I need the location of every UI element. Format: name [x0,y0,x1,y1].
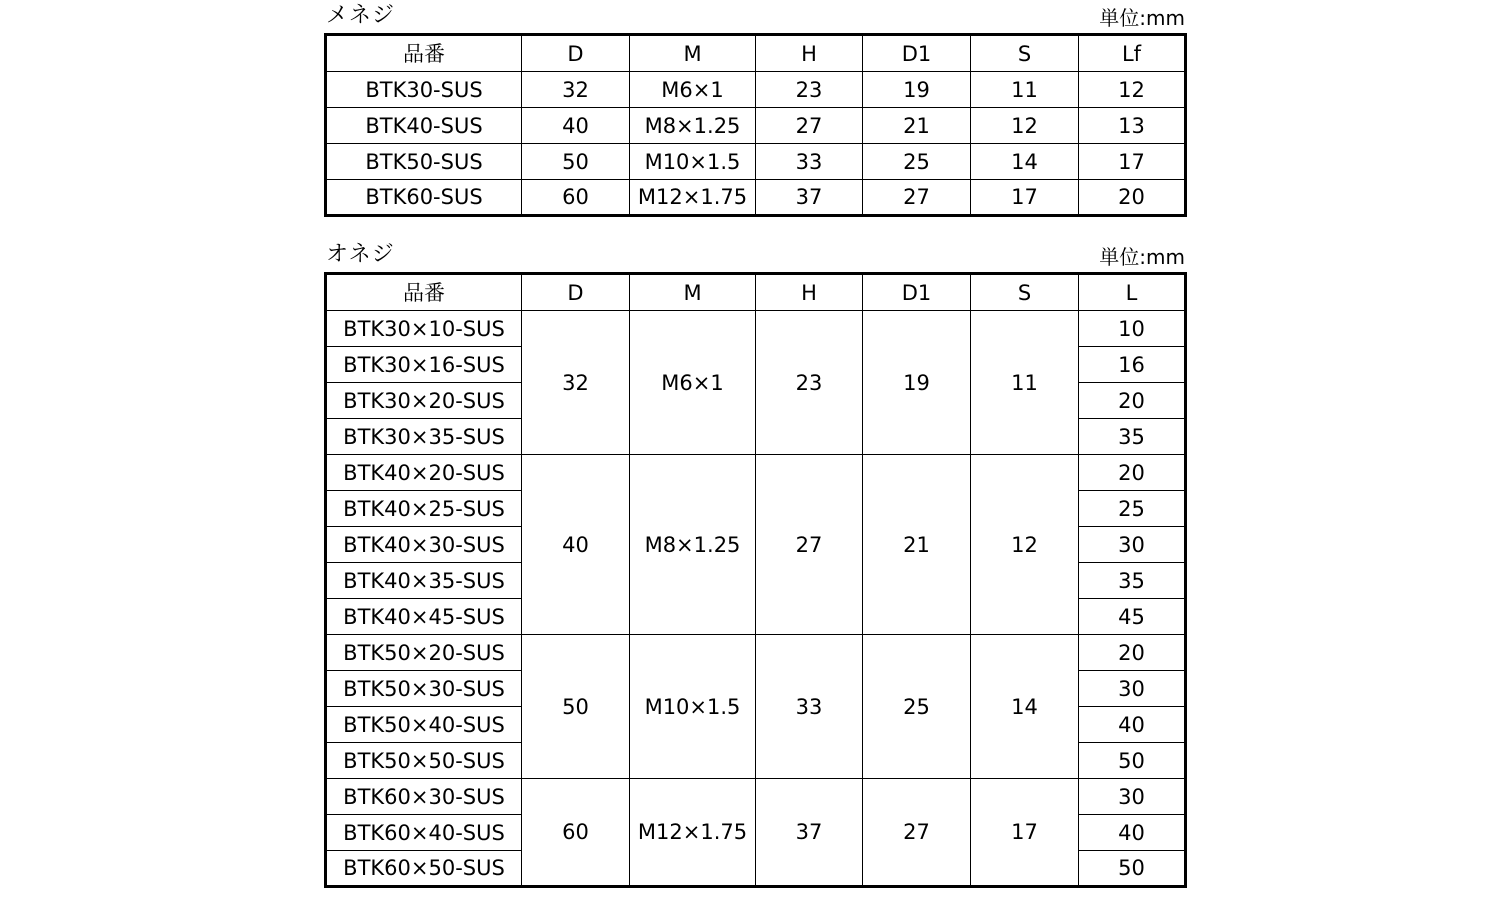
header-d1: D1 [863,274,971,311]
part-number-cell: BTK30×35-SUS [326,419,522,455]
h-cell: 33 [756,144,863,180]
l-cell: 20 [1079,635,1186,671]
lf-cell: 13 [1079,108,1186,144]
m-cell: M8×1.25 [630,455,756,635]
part-number-cell: BTK30×10-SUS [326,311,522,347]
m-cell: M10×1.5 [630,635,756,779]
male-section-header [324,241,1187,272]
d1-cell: 27 [863,180,971,216]
m-cell: M8×1.25 [630,108,756,144]
header-part-number: 品番 [326,274,522,311]
l-cell: 16 [1079,347,1186,383]
l-cell: 20 [1079,383,1186,419]
female-section-header [324,2,1187,33]
part-number-cell: BTK40×30-SUS [326,527,522,563]
d-cell: 40 [522,455,630,635]
header-l: L [1079,274,1186,311]
header-d: D [522,274,630,311]
lf-cell: 12 [1079,72,1186,108]
male-thread-section [324,241,1187,888]
d-cell: 50 [522,144,630,180]
part-number-cell: BTK60×50-SUS [326,851,522,887]
h-cell: 37 [756,779,863,887]
header-s: S [971,35,1079,72]
part-number-cell: BTK50×20-SUS [326,635,522,671]
s-cell: 17 [971,180,1079,216]
table-row [326,635,1186,671]
header-s: S [971,274,1079,311]
m-cell: M12×1.75 [630,180,756,216]
female-header-row [326,35,1186,72]
m-cell: M6×1 [630,311,756,455]
h-cell: 27 [756,108,863,144]
part-number-cell: BTK50×30-SUS [326,671,522,707]
part-number-cell: BTK30×16-SUS [326,347,522,383]
female-spec-table [324,33,1187,217]
l-cell: 30 [1079,527,1186,563]
lf-cell: 20 [1079,180,1186,216]
female-thread-section [324,2,1187,217]
d-cell: 60 [522,180,630,216]
l-cell: 20 [1079,455,1186,491]
part-number-cell: BTK50×40-SUS [326,707,522,743]
male-spec-table [324,272,1187,888]
part-number-cell: BTK30-SUS [326,72,522,108]
m-cell: M12×1.75 [630,779,756,887]
male-unit-label: 単位:mm [1099,245,1185,269]
d1-cell: 25 [863,635,971,779]
part-number-cell: BTK50-SUS [326,144,522,180]
h-cell: 37 [756,180,863,216]
l-cell: 35 [1079,419,1186,455]
l-cell: 25 [1079,491,1186,527]
table-row [326,455,1186,491]
part-number-cell: BTK40-SUS [326,108,522,144]
lf-cell: 17 [1079,144,1186,180]
header-m: M [630,274,756,311]
female-unit-label: 単位:mm [1099,6,1185,30]
part-number-cell: BTK40×20-SUS [326,455,522,491]
header-part-number: 品番 [326,35,522,72]
part-number-cell: BTK40×35-SUS [326,563,522,599]
header-h: H [756,35,863,72]
d1-cell: 21 [863,455,971,635]
d-cell: 50 [522,635,630,779]
header-h: H [756,274,863,311]
d1-cell: 25 [863,144,971,180]
l-cell: 50 [1079,851,1186,887]
part-number-cell: BTK50×50-SUS [326,743,522,779]
table-row [326,311,1186,347]
l-cell: 45 [1079,599,1186,635]
l-cell: 40 [1079,707,1186,743]
part-number-cell: BTK60-SUS [326,180,522,216]
table-row [326,144,1186,180]
s-cell: 14 [971,144,1079,180]
m-cell: M10×1.5 [630,144,756,180]
m-cell: M6×1 [630,72,756,108]
male-header-row [326,274,1186,311]
l-cell: 50 [1079,743,1186,779]
s-cell: 12 [971,455,1079,635]
l-cell: 35 [1079,563,1186,599]
s-cell: 12 [971,108,1079,144]
part-number-cell: BTK40×45-SUS [326,599,522,635]
d-cell: 32 [522,72,630,108]
d1-cell: 19 [863,311,971,455]
h-cell: 33 [756,635,863,779]
d-cell: 32 [522,311,630,455]
h-cell: 23 [756,72,863,108]
s-cell: 17 [971,779,1079,887]
table-row [326,72,1186,108]
d-cell: 60 [522,779,630,887]
l-cell: 30 [1079,671,1186,707]
d1-cell: 27 [863,779,971,887]
male-section-title: オネジ [326,242,395,267]
table-row [326,779,1186,815]
s-cell: 14 [971,635,1079,779]
table-row [326,180,1186,216]
header-d1: D1 [863,35,971,72]
female-section-title: メネジ [326,3,396,28]
d1-cell: 19 [863,72,971,108]
part-number-cell: BTK40×25-SUS [326,491,522,527]
header-m: M [630,35,756,72]
part-number-cell: BTK60×30-SUS [326,779,522,815]
header-d: D [522,35,630,72]
d-cell: 40 [522,108,630,144]
part-number-cell: BTK30×20-SUS [326,383,522,419]
h-cell: 23 [756,311,863,455]
header-lf: Lf [1079,35,1186,72]
s-cell: 11 [971,72,1079,108]
h-cell: 27 [756,455,863,635]
l-cell: 40 [1079,815,1186,851]
part-number-cell: BTK60×40-SUS [326,815,522,851]
d1-cell: 21 [863,108,971,144]
l-cell: 30 [1079,779,1186,815]
table-row [326,108,1186,144]
s-cell: 11 [971,311,1079,455]
l-cell: 10 [1079,311,1186,347]
